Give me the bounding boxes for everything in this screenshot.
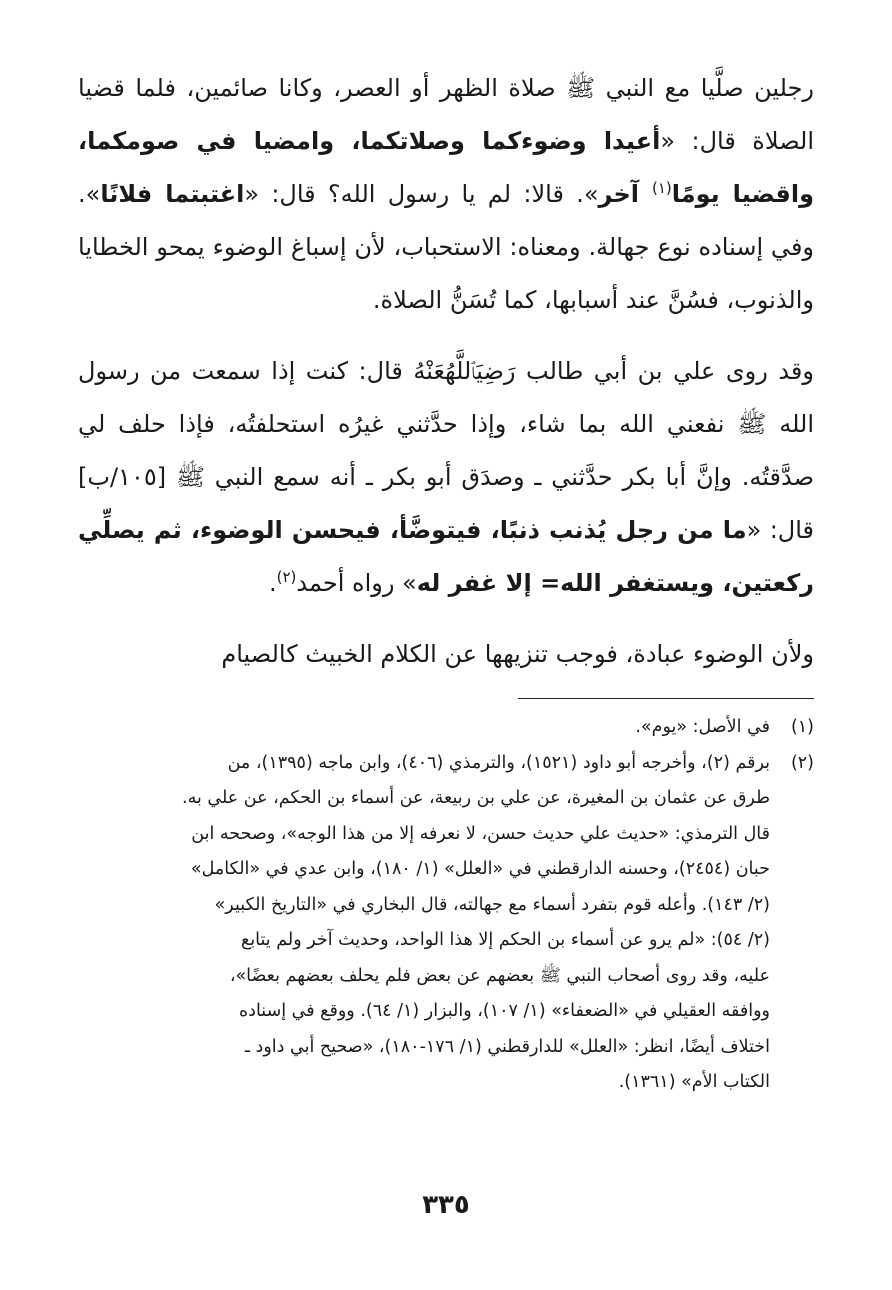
footnote-body — [78, 710, 770, 746]
page-number: ٣٣٥ — [422, 1190, 470, 1220]
footnote-separator — [518, 698, 814, 699]
footnote-line: قال الترمذي: «حديث علي حديث حسن، لا نعرفه إلا من هذا الوجه»، وصححه ابن — [191, 823, 770, 844]
paragraph-2-text-b: » رواه أحمد — [296, 569, 417, 597]
footnote-ref-2: (٢) — [276, 568, 297, 586]
footnote-line: اختلاف أيضًا، انظر: «العلل» للدارقطني (١/ ١٧٦-١٨٠)، «صحيح أبي داود ـ — [244, 1036, 770, 1057]
hadith-text-3: ما من رجل يُذنب ذنبًا، فيتوضَّأ، فيحسن الوضوء، ثم يصلِّي ركعتين، ويستغفر الله= إلا غفر له — [78, 516, 814, 597]
footnote-line: ووافقه العقيلي في «الضعفاء» (١/ ١٠٧)، والبزار (١/ ٦٤). ووقع في إسناده — [239, 1001, 770, 1021]
footnote-number: (٢) — [790, 752, 814, 773]
hadith-text-2: اغتبتما فلانًا — [100, 180, 245, 208]
footnote-line: الكتاب الأم» (١٣٦١). — [618, 1072, 770, 1092]
footnote-body — [78, 746, 770, 1101]
paragraph-2 — [78, 345, 814, 610]
paragraph-1-text-b: ». قالا: لم يا رسول الله؟ قال: « — [244, 180, 599, 208]
paragraph-2-text-a: وقد روى علي بن أبي طالب رَضِيَٱللَّهُعَنْهُ قال: كنت إذا سمعت من رسول الله ﷺ نفعني الله بما شاء، وإذا حدَّثني غيرُه استحلفتُه، فإذا حلف لي صدَّقتُه. وإنَّ أبا بكر حدَّثني ـ وصدَق أبو بكر ـ أنه سمع النبي ﷺ [١٠٥/ب] قال: « — [78, 357, 815, 544]
footnote-line: (٢/ ٥٤): «لم يرو عن أسماء بن الحكم إلا هذا الواحد، وحديث آخر ولم يتابع — [241, 930, 770, 950]
hadith-text-1-end: آخر — [598, 180, 652, 208]
footnotes — [78, 710, 814, 1101]
page-content — [78, 62, 815, 1092]
paragraph-2-text-c: . — [268, 569, 277, 597]
footnote-number: (١) — [790, 717, 814, 737]
footnote-ref-1: (١) — [651, 179, 672, 197]
footnote-line: طرق عن عثمان بن المغيرة، عن علي بن ربيعة، عن أسماء بن الحكم، عن علي به. — [182, 788, 770, 808]
paragraph-1-text-a: رجلين صلَّيا مع النبي ﷺ صلاة الظهر أو العصر، وكانا صائمين، فلما قضيا الصلاة قال: « — [78, 74, 814, 155]
footnote-line: (٢/ ١٤٣). وأعله قوم بتفرد أسماء مع جهالته، قال البخاري في «التاريخ الكبير» — [214, 894, 770, 915]
paragraph-3: ولأن الوضوء عبادة، فوجب تنزيهها عن الكلام الخبيث كالصيام — [221, 640, 814, 668]
footnote-1 — [78, 710, 814, 746]
footnote-line: حبان (٢٤٥٤)، وحسنه الدارقطني في «العلل» (١/ ١٨٠)، وابن عدي في «الكامل» — [190, 859, 770, 879]
footnote-2 — [78, 746, 814, 1101]
footnote-line: برقم (٢)، وأخرجه أبو داود (١٥٢١)، والترمذي (٤٠٦)، وابن ماجه (١٣٩٥)، من — [227, 752, 770, 773]
paragraph-1 — [78, 62, 814, 327]
footnote-line: عليه، وقد روى أصحاب النبي ﷺ بعضهم عن بعض فلم يحلف بعضهم بعضًا»، — [229, 965, 770, 986]
paragraph-1-text-c: ». وفي إسناده نوع جهالة. ومعناه: الاستحباب، لأن إسباغ الوضوء يمحو الخطايا والذنوب، فسُنَّ عند أسبابها، كما تُسَنُّ الصلاة. — [78, 180, 814, 314]
hadith-text-1: أعيدا وضوءكما وصلاتكما، وامضيا في صومكما، واقضيا يومًا — [78, 127, 814, 208]
footnote-line: في الأصل: «يوم». — [635, 717, 770, 737]
